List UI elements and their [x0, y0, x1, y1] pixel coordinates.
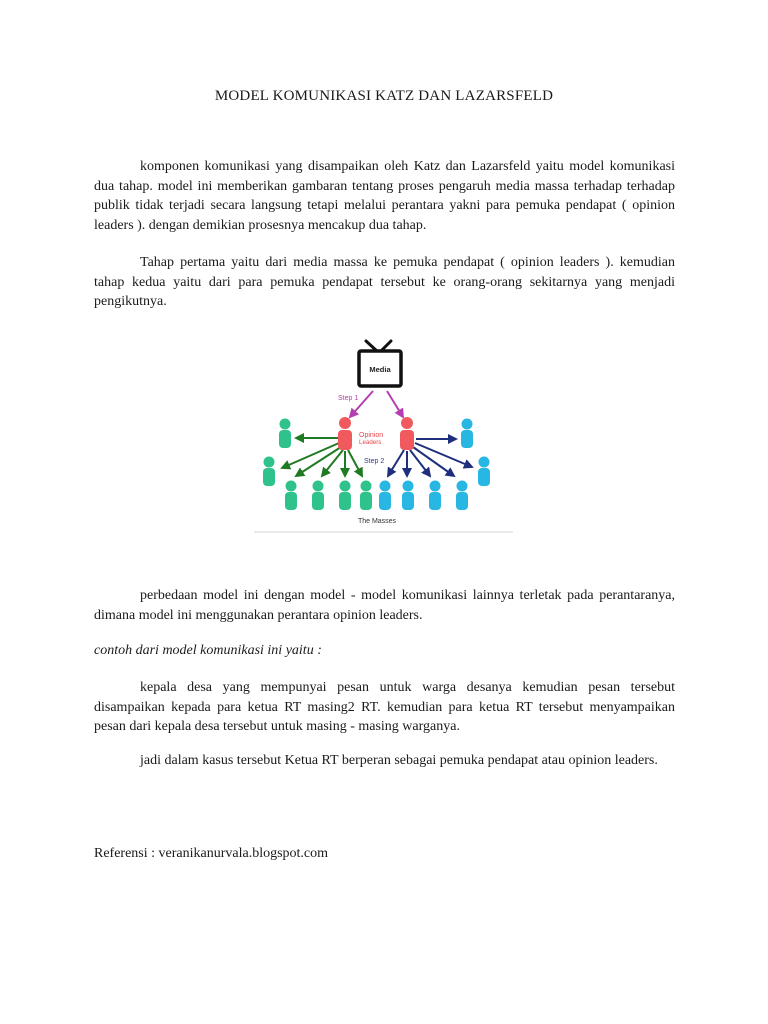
- step2-label: Step 2: [364, 458, 385, 465]
- paragraph-stages: Tahap pertama yaitu dari media massa ke pemuka pendapat ( opinion leaders ). kemudian tahap kedua yaitu dari para pemuka pendapat tersebut ke orang-orang sekitarnya yang menjadi pengikutnya.: [94, 255, 675, 309]
- step1-label: Step 1: [338, 395, 359, 402]
- paragraph-conclusion: jadi dalam kasus tersebut Ketua RT berperan sebagai pemuka pendapat atau opinion leaders.: [140, 753, 658, 768]
- paragraph-example-heading: contoh dari model komunikasi ini yaitu :: [94, 643, 322, 658]
- reference-line: Referensi : veranikanurvala.blogspot.com: [94, 846, 329, 861]
- opinion-label-line2: Leaders: [359, 439, 382, 446]
- paragraph-example: kepala desa yang mempunyai pesan untuk warga desanya kemudian pesan tersebut disampaikan kepada para ketua RT masing2 RT. kemudian para ketua RT tersebut menyampaikan pesan dari kepala desa tersebut untuk masing - masing warganya.: [94, 680, 675, 734]
- opinion-leader-figure-right: [400, 417, 414, 450]
- two-step-flow-diagram: [254, 333, 514, 535]
- opinion-label-line1: Opinion: [359, 432, 384, 439]
- document-title: MODEL KOMUNIKASI KATZ DAN LAZARSFELD: [214, 88, 554, 104]
- television-icon: [359, 341, 401, 386]
- masses-label: The Masses: [357, 518, 397, 525]
- paragraph-difference: perbedaan model ini dengan model - model komunikasi lainnya terletak pada perantaranya, dimana model ini menggunakan perantara opinion leaders.: [94, 588, 675, 623]
- opinion-leader-figure-left: [338, 417, 352, 450]
- media-label: Media: [369, 365, 391, 374]
- step1-arrow-right: [387, 391, 403, 417]
- paragraph-intro: komponen komunikasi yang disampaikan oleh Katz dan Lazarsfeld yaitu model komunikasi dua tahap. model ini memberikan gambaran tentang proses pengaruh media massa terhadap terhadap publik tidak terjadi secara langsung tetapi melalui perantara yakni para pemuka pendapat ( opinion leaders ). dengan demikian prosesnya mencakup dua tahap.: [94, 159, 675, 233]
